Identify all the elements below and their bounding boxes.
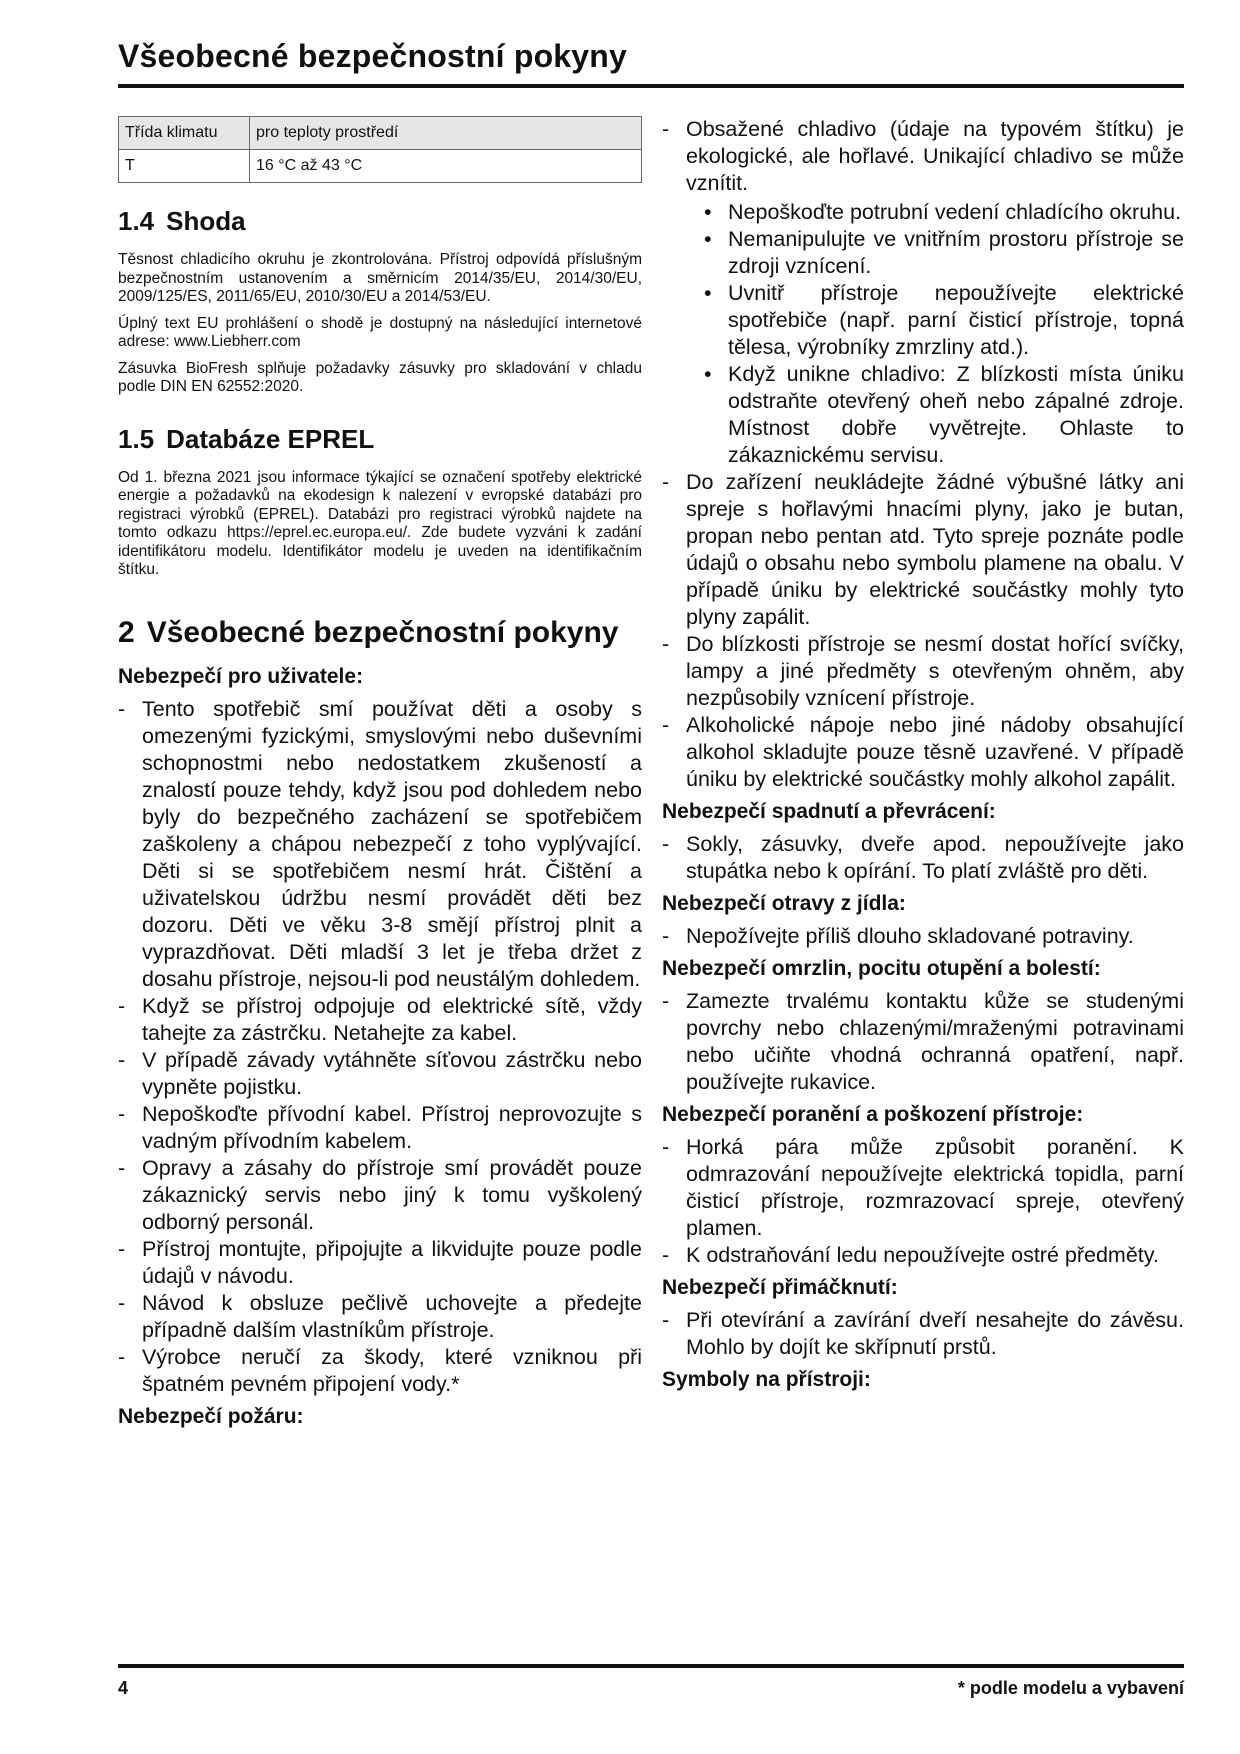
subheading-symbols: Symboly na přístroji: [662, 1368, 871, 1391]
pinch-danger-list [662, 1307, 1184, 1361]
page-header [118, 36, 1184, 88]
list-item: - Nepožívejte příliš dlouho skladované potraviny. [662, 923, 1184, 950]
table-cell: T [119, 150, 250, 183]
list-item: - Přístroj montujte, připojujte a likvidujte pouze podle údajů v návodu. [118, 1236, 642, 1290]
list-item: - Výrobce neručí za škody, které vzniknou při špatném pevném připojení vody.* [118, 1344, 642, 1398]
list-item: - Nepoškoďte přívodní kabel. Přístroj neprovozujte s vadným přívodním kabelem. [118, 1101, 642, 1155]
list-item: - Návod k obsluze pečlivě uchovejte a předejte případně dalším vlastníkům přístroje. [118, 1290, 642, 1344]
subheading-frost-danger: Nebezpečí omrzlin, pocitu otupění a bolestí: [662, 957, 1101, 980]
chapter-heading-safety: 2 Všeobecné bezpečnostní pokyny [118, 615, 619, 649]
list-item: - Do blízkosti přístroje se nesmí dostat hořící svíčky, lampy a jiné předměty s otevřeným ohněm, aby nezpůsobily vznícení přístroje. [662, 631, 1184, 712]
list-item: - Obsažené chladivo (údaje na typovém štítku) je ekologické, ale hořlavé. Unikající chladivo se může vznítit. • Nepoškoďte potrubní vedení chladícího okruhu. • Nemanipulujte ve vnitřním prostoru přístroje se zdroji vznícení. • Uvnitř přístroje nepoužívejte elektrické spotřebiče (např. parní čisticí přístroje, topná tělesa, výrobníky zmrzliny atd.). • Když unikne chladivo: Z blízkosti místa úniku odstraňte otevřený oheň nebo zápalné zdroje. Místnost dobře vyvětrejte. Ohlaste to zákaznickému servisu. [662, 116, 1184, 469]
frost-danger-list [662, 988, 1184, 1096]
climate-class-table [118, 116, 642, 183]
subheading-fall-danger: Nebezpečí spadnutí a převrácení: [662, 800, 996, 823]
sub-list-item: • Když unikne chladivo: Z blízkosti místa úniku odstraňte otevřený oheň nebo zápalné zdroje. Místnost dobře vyvětrejte. Ohlaste to zákaznickému servisu. [704, 361, 1184, 469]
refrigerant-sublist [686, 199, 1184, 469]
list-item: - Když se přístroj odpojuje od elektrické sítě, vždy tahejte za zástrčku. Netahejte za kabel. [118, 993, 642, 1047]
page-number: 4 [118, 1678, 129, 1698]
header-rule [118, 84, 1184, 88]
subheading-food-danger: Nebezpečí otravy z jídla: [662, 892, 906, 915]
paragraph: Úplný text EU prohlášení o shodě je dostupný na následující internetové adrese: www.Liebherr.com [118, 314, 642, 350]
section-heading-shoda: 1.4 Shoda [118, 206, 246, 236]
food-danger-list [662, 923, 1184, 950]
paragraph: Zásuvka BioFresh splňuje požadavky zásuvky pro skladování v chladu podle DIN EN 62552:2020. [118, 359, 642, 395]
subheading-injury-danger: Nebezpečí poranění a poškození přístroje: [662, 1103, 1084, 1126]
subheading-user-danger: Nebezpečí pro uživatele: [118, 664, 364, 688]
page-title: Všeobecné bezpečnostní pokyny [118, 38, 628, 74]
right-column [662, 116, 1184, 1399]
list-item: - Horká pára může způsobit poranění. K odmrazování nepoužívejte elektrická topidla, parní čisticí přístroje, rozmrazovací spreje, otevřený plamen. [662, 1134, 1184, 1242]
table-row [119, 150, 642, 183]
list-item: - V případě závady vytáhněte síťovou zástrčku nebo vypněte pojistku. [118, 1047, 642, 1101]
table-header-row [119, 117, 642, 150]
list-item: - Do zařízení neukládejte žádné výbušné látky ani spreje s hořlavými hnacími plyny, jako je butan, propan nebo pentan atd. Tyto spreje poznáte podle údajů o obsahu nebo symbolu plamene na obalu. V případě úniku by elektrické součástky mohly tyto plyny zapálit. [662, 469, 1184, 631]
list-item: - Při otevírání a zavírání dveří nesahejte do závěsu. Mohlo by dojít ke skřípnutí prstů. [662, 1307, 1184, 1361]
left-column [118, 116, 642, 1436]
fire-danger-list [662, 116, 1184, 793]
subheading-fire-danger: Nebezpečí požáru: [118, 1404, 304, 1428]
list-item: - Tento spotřebič smí používat děti a osoby s omezenými fyzickými, smyslovými nebo duševními schopnostmi nebo nedostatkem zkušeností a znalostí pouze tehdy, když jsou pod dohledem nebo byly do bezpečného zacházení se spotřebičem zaškoleny a chápou nebezpečí z toho vyplývající. Děti si se spotřebičem nesmí hrát. Čištění a uživatelskou údržbu nesmí provádět děti bez dozoru. Děti ve věku 3-8 smějí přístroj plnit a vyprazdňovat. Děti mladší 3 let je třeba držet z dosahu přístroje, nejsou-li pod neustálým dohledem. [118, 696, 642, 993]
list-item: - Sokly, zásuvky, dveře apod. nepoužívejte jako stupátka nebo k opírání. To platí zvláště pro děti. [662, 831, 1184, 885]
fall-danger-list [662, 831, 1184, 885]
list-item: - K odstraňování ledu nepoužívejte ostré předměty. [662, 1242, 1184, 1269]
section-heading-eprel: 1.5 Databáze EPREL [118, 423, 375, 454]
user-danger-list [118, 696, 642, 1398]
subheading-pinch-danger: Nebezpečí přimáčknutí: [662, 1276, 898, 1299]
footnote: * podle modelu a vybavení [957, 1678, 1184, 1698]
sub-list-item: • Nemanipulujte ve vnitřním prostoru přístroje se zdroji vznícení. [704, 226, 1184, 280]
paragraph: Od 1. března 2021 jsou informace týkající se označení spotřeby elektrické energie a požadavků na ekodesign k nalezení v evropské databázi pro registraci výrobků (EPREL). Databázi pro registraci výrobků najdete na tomto odkazu https://eprel.ec.europa.eu/. Zde budete vyzváni k zadání identifikátoru modelu. Identifikátor modelu je uveden na identifikačním štítku. [118, 468, 642, 578]
table-cell: 16 °C až 43 °C [250, 150, 642, 183]
table-header-cell: Třída klimatu [119, 117, 250, 150]
list-item: - Alkoholické nápoje nebo jiné nádoby obsahující alkohol skladujte pouze těsně uzavřené. V případě úniku by elektrické součástky mohly alkohol zapálit. [662, 712, 1184, 793]
list-item: - Zamezte trvalému kontaktu kůže se studenými povrchy nebo chlazenými/mraženými potravinami nebo učiňte vhodná ochranná opatření, např. používejte rukavice. [662, 988, 1184, 1096]
sub-list-item: • Uvnitř přístroje nepoužívejte elektrické spotřebiče (např. parní čisticí přístroje, topná tělesa, výrobníky zmrzliny atd.). [704, 280, 1184, 361]
paragraph: Těsnost chladicího okruhu je zkontrolována. Přístroj odpovídá příslušným bezpečnostním ustanovením a směrnicím 2014/35/EU, 2014/30/EU, 2009/125/ES, 2011/65/EU, 2010/30/EU a 2014/53/EU. [118, 251, 642, 305]
footer-rule [118, 1664, 1184, 1668]
page-footer [118, 1664, 1184, 1699]
sub-list-item: • Nepoškoďte potrubní vedení chladícího okruhu. [704, 199, 1184, 226]
table-header-cell: pro teploty prostředí [250, 117, 642, 150]
list-item: - Opravy a zásahy do přístroje smí provádět pouze zákaznický servis nebo jiný k tomu vyškolený odborný personál. [118, 1155, 642, 1236]
injury-danger-list [662, 1134, 1184, 1269]
